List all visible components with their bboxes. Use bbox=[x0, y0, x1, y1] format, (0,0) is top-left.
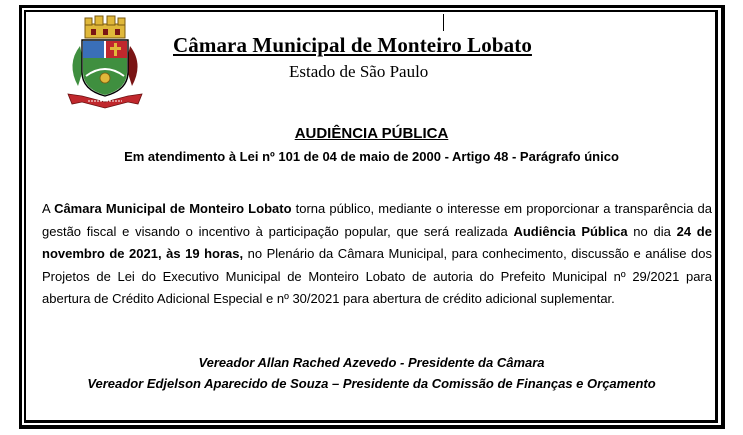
body-text-3: no dia bbox=[627, 223, 677, 239]
municipal-coat-of-arms-icon bbox=[60, 14, 150, 110]
page-subtitle: Estado de São Paulo bbox=[289, 62, 429, 81]
signature-president: Vereador Allan Rached Azevedo - Presidente da Câmara bbox=[198, 355, 545, 370]
notice-subheading: Em atendimento à Lei nº 101 de 04 de maio de 2000 - Artigo 48 - Parágrafo único bbox=[124, 149, 619, 164]
text-cursor bbox=[443, 14, 444, 31]
notice-heading: AUDIÊNCIA PÚBLICA bbox=[294, 125, 449, 142]
body-text-4: no Plenário da Câmara Municipal, para conhecimento, discussão e análise dos Projetos de Lei do Executivo Municipal de Monteiro Lobato de autoria do Prefeito Municipal nº 29/2021 para abertura de Crédito Adicional Especial e nº 30/2021 para abertura de crédito adicional suplementar. bbox=[42, 246, 712, 306]
body-text-bold-date: 24 de novembro de 2021, às 19 horas, bbox=[42, 223, 712, 261]
body-text-1: A bbox=[42, 201, 55, 216]
body-text-2: torna público, mediante o interesse em proporcionar a transparência da gestão fiscal e visando o incentivo à participação popular, que será realizada bbox=[42, 201, 712, 239]
notice-body bbox=[42, 198, 712, 311]
mural-crown bbox=[85, 16, 125, 38]
page-title: Câmara Municipal de Monteiro Lobato bbox=[173, 33, 532, 57]
signature-finance-committee: Vereador Edjelson Aparecido de Souza – Presidente da Comissão de Finanças e Orçamento bbox=[87, 376, 656, 391]
body-text-bold-chamber: Câmara Municipal de Monteiro Lobato bbox=[54, 201, 292, 216]
shield bbox=[82, 40, 128, 96]
body-text-bold-hearing: Audiência Pública bbox=[513, 223, 628, 239]
